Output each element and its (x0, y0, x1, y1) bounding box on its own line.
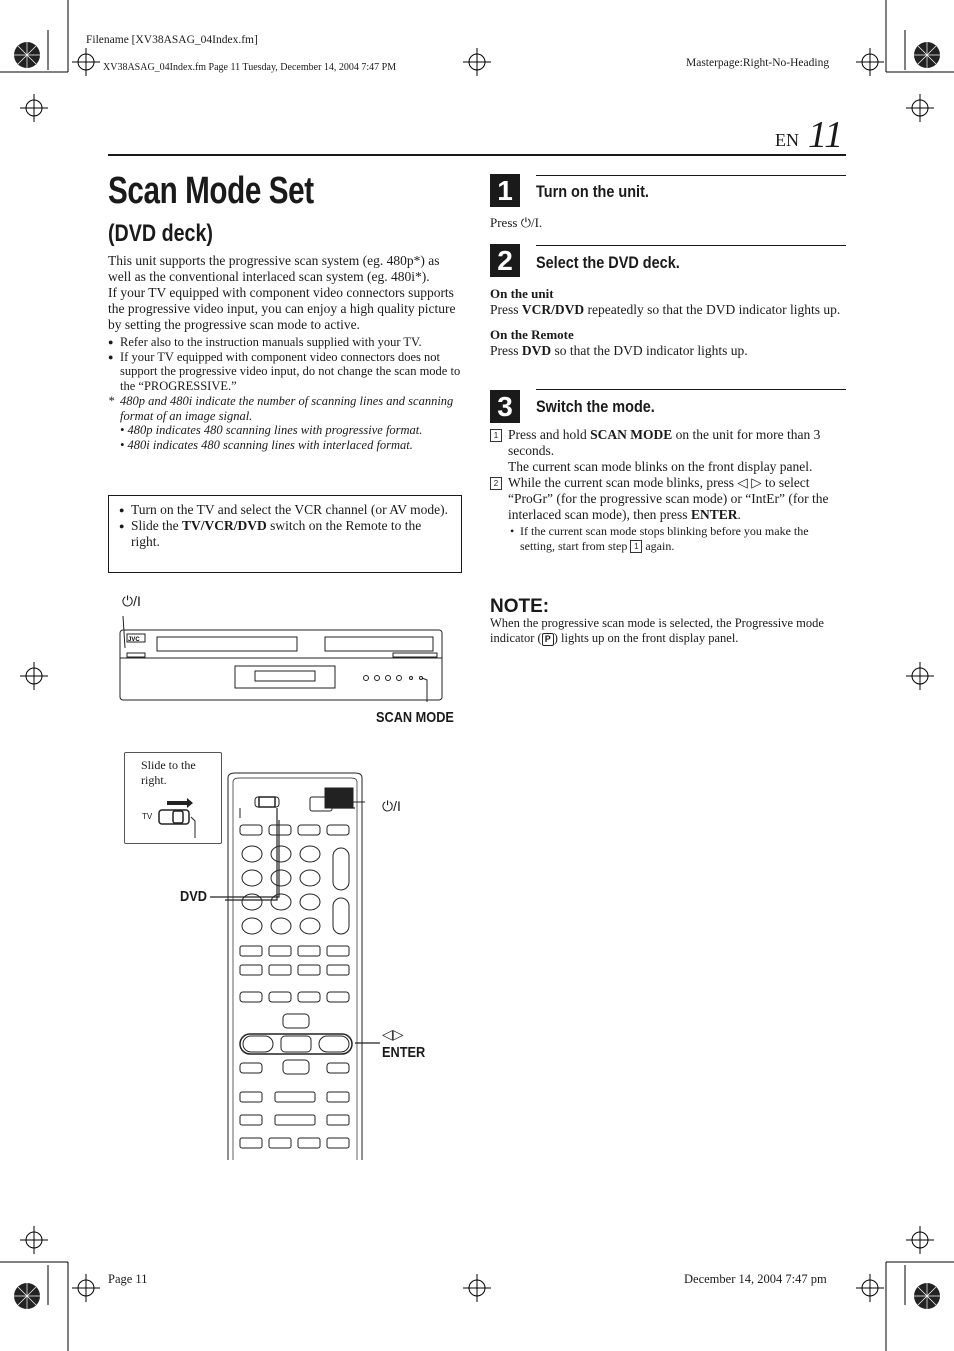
step-text: Press ⏻/I. (490, 215, 543, 230)
note-text: When the progressive scan mode is selected, the Progressive mode indicator ( P ) lights up on the front display panel. (490, 616, 824, 645)
preparation-list (109, 502, 461, 550)
footnote-mark: * (108, 394, 115, 408)
preparation-item: ● Slide the TV/VCR/DVD switch on the Remote to the right. (119, 518, 451, 550)
header-masterpage: Masterpage:Right-No-Heading (686, 57, 830, 69)
substep (490, 475, 846, 554)
dvd-vcr-unit-illustration (115, 610, 460, 710)
step-rule (536, 175, 846, 176)
remote-power-label: ⏻/I (382, 798, 401, 814)
on-unit-heading: On the unit (490, 286, 554, 301)
header-rule (108, 154, 846, 156)
header-fileinfo: XV38ASAG_04Index.fm Page 11 Tuesday, December 14, 2004 7:47 PM (103, 62, 397, 73)
substep-number: 1 (490, 429, 502, 442)
footnote-item: • 480i indicates 480 scanning lines with interlaced format. (120, 437, 413, 452)
on-remote-text: Press DVD so that the DVD indicator lights up. (490, 343, 748, 358)
step-rule (536, 245, 846, 246)
preparation-box (108, 495, 462, 573)
intro-bullet: ● If your TV equipped with component video connectors does not support the progressive video input, do not change the scan mode to the “PROGRESSIVE.” (108, 350, 464, 394)
intro-paragraph-2: If your TV equipped with component video connectors supports the progressive video input, you can enjoy a high quality picture by setting the progressive scan mode to active. (108, 285, 456, 332)
enter-button-label: ENTER (382, 1044, 426, 1061)
substep (490, 427, 846, 475)
footer-date: December 14, 2004 7:47 pm (684, 1272, 827, 1286)
intro-section (108, 253, 464, 452)
note-heading: NOTE: (490, 596, 550, 617)
dvd-button-label: DVD (180, 888, 207, 905)
step-title: Switch the mode. (536, 397, 655, 416)
slide-note: Slide to the right. (141, 758, 196, 787)
substep-text: The current scan mode blinks on the front display panel. (508, 459, 813, 474)
page-title: Scan Mode Set (108, 170, 314, 212)
on-unit-text: Press VCR/DVD repeatedly so that the DVD indicator lights up. (490, 302, 841, 317)
substep-bullet: • If the current scan mode stops blinking before you make the setting, start from step 1 again. (510, 524, 809, 553)
step-title: Turn on the unit. (536, 182, 649, 201)
arrow-buttons-label: ◁▷ (382, 1026, 404, 1042)
step-3-body (490, 427, 846, 554)
substep-text: While the current scan mode blinks, press ◁ ▷ to select “ProGr” (for the progressive scan mode) or “IntEr” (for the interlaced scan mode), then press ENTER. (508, 475, 829, 522)
step-number-box: 2 (490, 244, 520, 277)
progressive-indicator-icon: P (542, 633, 554, 646)
footer-page: Page 11 (108, 1272, 148, 1286)
intro-bullet: ● Refer also to the instruction manuals supplied with your TV. (108, 335, 464, 350)
substep-text: Press and hold SCAN MODE on the unit for more than 3 seconds. (508, 427, 821, 458)
substep-number: 2 (490, 477, 502, 490)
footnote-text: 480p and 480i indicate the number of scanning lines and scanning format of an image signal. (120, 394, 454, 423)
footnote (108, 394, 464, 452)
tv-label: TV (142, 812, 153, 821)
page-lang: EN (775, 130, 799, 150)
jvc-logo: JVC (128, 637, 140, 643)
page-subtitle: (DVD deck) (108, 220, 213, 247)
intro-paragraph-1: This unit supports the progressive scan system (eg. 480p*) as well as the conventional interlaced scan system (eg. 480i*). (108, 253, 440, 284)
header-filename: Filename [XV38ASAG_04Index.fm] (86, 34, 258, 46)
step-rule (536, 389, 846, 390)
scan-mode-label: SCAN MODE (376, 709, 454, 726)
step-2-body (490, 286, 846, 359)
page-number: 11 (808, 114, 844, 156)
footnote-item: • 480p indicates 480 scanning lines with progressive format. (120, 423, 423, 437)
intro-bullets (108, 335, 464, 393)
step-number-box: 1 (490, 174, 520, 207)
unit-power-label: ⏻/I (122, 593, 141, 609)
step-number-box: 3 (490, 390, 520, 423)
step-title: Select the DVD deck. (536, 253, 680, 272)
callout-lines (205, 790, 385, 1070)
on-remote-heading: On the Remote (490, 327, 574, 342)
preparation-item: ● Turn on the TV and select the VCR channel (or AV mode). (119, 502, 451, 518)
